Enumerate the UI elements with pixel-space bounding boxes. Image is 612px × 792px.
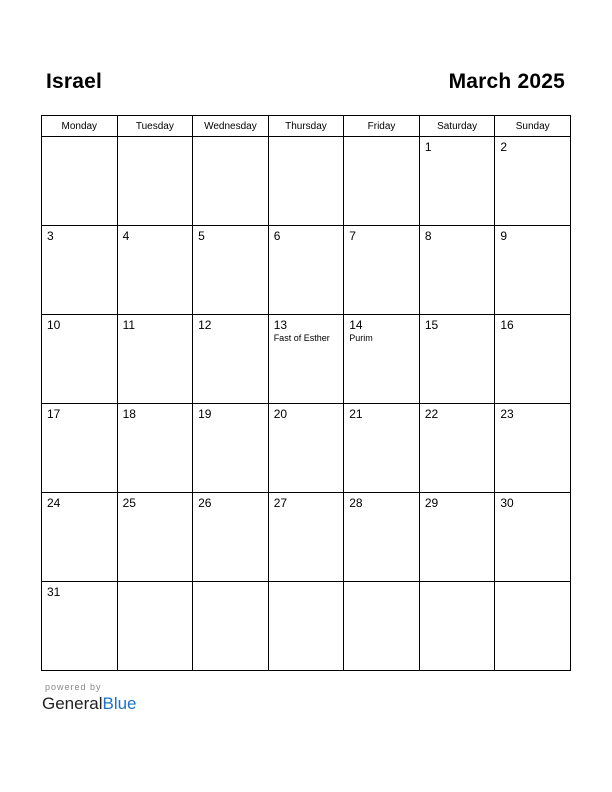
month-year-title: March 2025 xyxy=(448,70,565,93)
weekday-header: Tuesday xyxy=(117,116,193,137)
day-number: 2 xyxy=(500,140,508,154)
day-cell xyxy=(344,315,420,404)
powered-by-label: powered by xyxy=(45,682,102,692)
week-row xyxy=(42,493,571,582)
day-number: 10 xyxy=(47,318,61,332)
day-cell xyxy=(495,226,571,315)
day-cell xyxy=(268,226,344,315)
day-cell xyxy=(193,404,269,493)
holiday-label: Fast of Esther xyxy=(273,333,330,343)
day-number: 21 xyxy=(349,407,363,421)
day-number: 24 xyxy=(47,496,61,510)
day-number: 6 xyxy=(273,229,281,243)
day-number: 9 xyxy=(500,229,508,243)
weekday-header: Sunday xyxy=(495,116,571,137)
day-number: 16 xyxy=(500,318,514,332)
weekday-header-row xyxy=(42,116,571,137)
calendar-header xyxy=(42,70,571,100)
day-number: 23 xyxy=(500,407,514,421)
country-title: Israel xyxy=(46,70,103,93)
day-cell xyxy=(117,226,193,315)
day-number: 20 xyxy=(273,407,288,421)
calendar-grid xyxy=(41,115,571,671)
day-cell xyxy=(193,315,269,404)
day-number: 26 xyxy=(198,496,212,510)
holiday-label: Purim xyxy=(349,333,373,343)
day-cell xyxy=(419,137,495,226)
day-cell xyxy=(419,582,495,671)
day-cell xyxy=(193,493,269,582)
day-cell xyxy=(268,404,344,493)
week-row xyxy=(42,582,571,671)
day-cell xyxy=(344,137,420,226)
day-cell xyxy=(193,137,269,226)
weekday-header: Wednesday xyxy=(193,116,269,137)
day-cell xyxy=(419,226,495,315)
day-number: 18 xyxy=(122,407,136,421)
day-cell xyxy=(344,493,420,582)
day-cell xyxy=(42,404,118,493)
weekday-header: Thursday xyxy=(268,116,344,137)
day-cell xyxy=(117,137,193,226)
day-cell xyxy=(268,582,344,671)
day-number: 7 xyxy=(349,229,356,243)
day-number: 28 xyxy=(349,496,363,510)
day-number: 27 xyxy=(273,496,288,510)
day-cell xyxy=(495,137,571,226)
day-number: 19 xyxy=(198,407,212,421)
day-number: 4 xyxy=(122,229,130,243)
day-number: 11 xyxy=(122,318,136,332)
day-number: 30 xyxy=(500,496,514,510)
week-row xyxy=(42,137,571,226)
day-number: 13 xyxy=(273,318,288,332)
day-cell xyxy=(344,404,420,493)
day-cell xyxy=(117,404,193,493)
weekday-header: Friday xyxy=(344,116,420,137)
day-number: 22 xyxy=(424,407,439,421)
brand-general-text: General xyxy=(42,694,103,713)
day-number: 5 xyxy=(198,229,205,243)
day-cell xyxy=(42,226,118,315)
day-number: 29 xyxy=(424,496,439,510)
day-number: 15 xyxy=(424,318,439,332)
brand-blue-text: Blue xyxy=(102,694,137,713)
day-cell xyxy=(495,404,571,493)
day-number: 14 xyxy=(349,318,363,332)
day-cell xyxy=(42,582,118,671)
day-number: 31 xyxy=(47,585,61,599)
day-number: 3 xyxy=(47,229,54,243)
day-cell xyxy=(117,315,193,404)
day-cell xyxy=(268,493,344,582)
week-row xyxy=(42,315,571,404)
day-cell xyxy=(117,582,193,671)
generalblue-logo[interactable] xyxy=(42,694,137,714)
weekday-header: Monday xyxy=(42,116,118,137)
day-cell xyxy=(42,493,118,582)
day-cell xyxy=(193,582,269,671)
day-cell xyxy=(495,315,571,404)
day-cell xyxy=(268,315,344,404)
day-cell xyxy=(42,137,118,226)
day-cell xyxy=(42,315,118,404)
day-cell xyxy=(268,137,344,226)
day-cell xyxy=(344,226,420,315)
day-cell xyxy=(117,493,193,582)
day-number: 1 xyxy=(424,140,432,154)
day-number: 17 xyxy=(47,407,61,421)
day-cell xyxy=(419,315,495,404)
day-cell xyxy=(419,404,495,493)
day-cell xyxy=(193,226,269,315)
day-number: 25 xyxy=(122,496,136,510)
day-cell xyxy=(344,582,420,671)
day-cell xyxy=(495,582,571,671)
day-cell xyxy=(495,493,571,582)
weekday-header: Saturday xyxy=(419,116,495,137)
day-number: 12 xyxy=(198,318,212,332)
day-cell xyxy=(419,493,495,582)
week-row xyxy=(42,226,571,315)
week-row xyxy=(42,404,571,493)
day-number: 8 xyxy=(424,229,432,243)
